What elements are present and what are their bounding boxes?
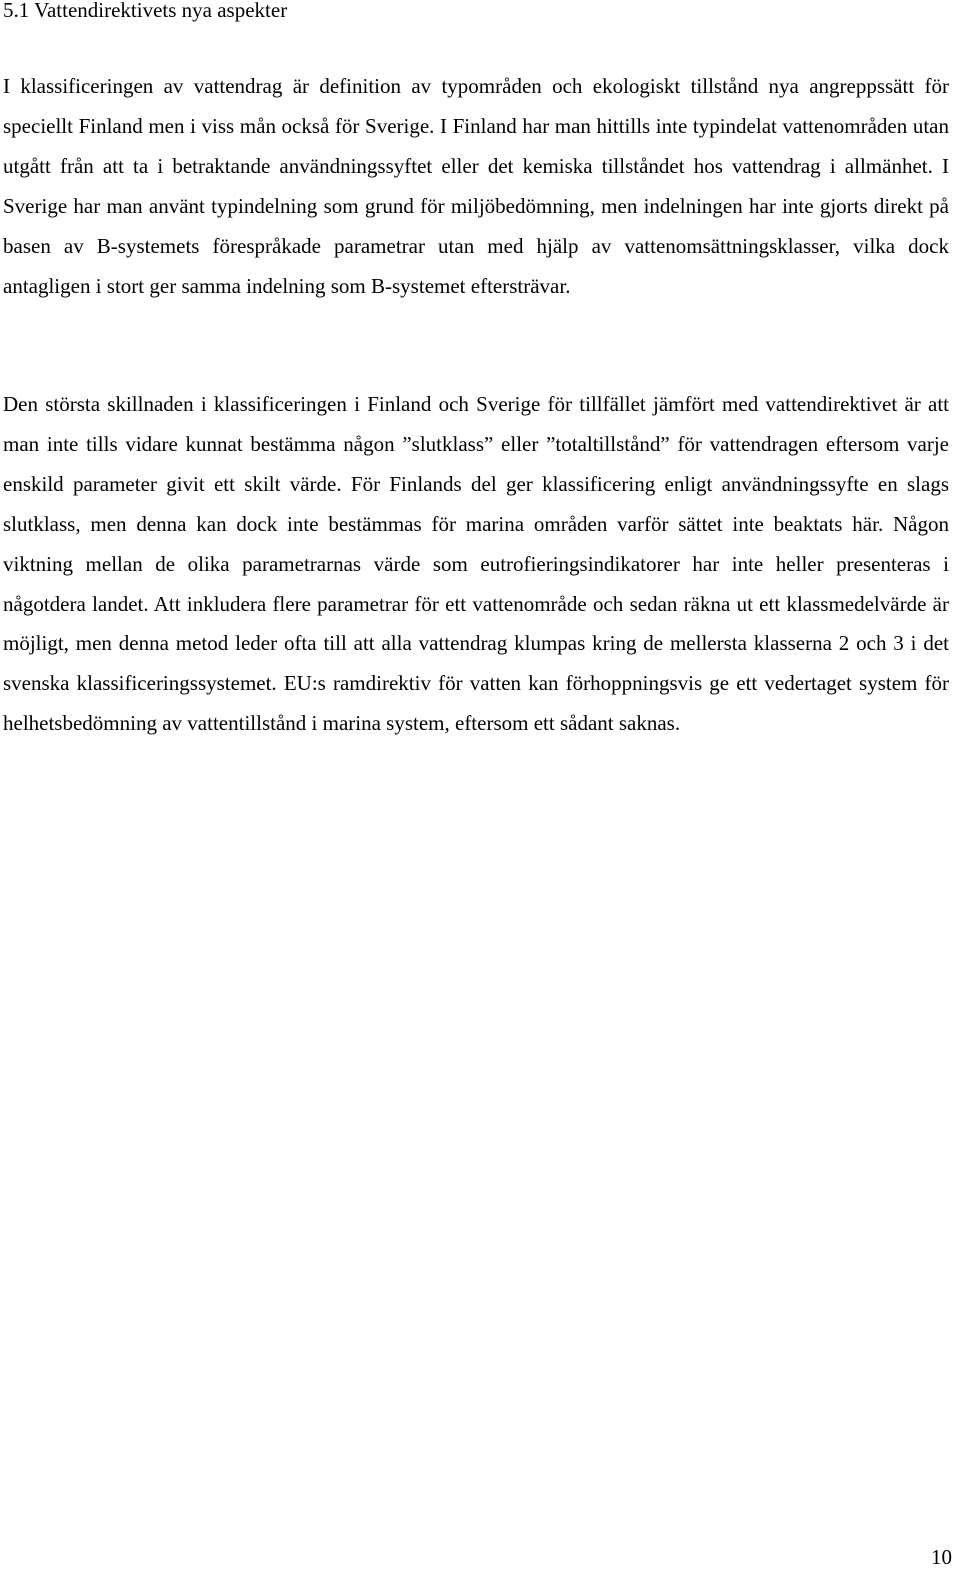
paragraph-typology: I klassificeringen av vattendrag är definition av typområden och ekologiskt tillstånd nya angreppssätt för speciellt Finland men i viss mån också för Sverige. I Finland har man hittills inte typindelat vattenområden utan utgått från att ta i betraktande användningssyftet eller det kemiska tillståndet hos vattendrag i allmänhet. I Sverige har man använt typindelning som grund för miljöbedömning, men indelningen har inte gjorts direkt på basen av B-systemets förespråkade parametrar utan med hjälp av vattenomsättningsklasser, vilka dock antagligen i stort ger samma indelning som B-systemet eftersträvar. [3, 74, 949, 298]
section-heading: 5.1 Vattendirektivets nya aspekter [3, 0, 288, 22]
page-number: 10 [931, 1545, 952, 1569]
paragraph-differences: Den största skillnaden i klassificeringen i Finland och Sverige för tillfället jämfört med vattendirektivet är att man inte tills vidare kunnat bestämma någon ”slutklass” eller ”totaltillstånd” för vattendragen eftersom varje enskild parameter givit ett skilt värde. För Finlands del ger klassificering enligt användningssyfte en slags slutklass, men denna kan dock inte bestämmas för marina områden varför sättet inte beaktats här. Någon viktning mellan de olika parametrarnas värde som eutrofieringsindikatorer har inte heller presenteras i någotdera landet. Att inkludera flere parametrar för ett vattenområde och sedan räkna ut ett klassmedelvärde är möjligt, men denna metod leder ofta till att alla vattendrag klumpas kring de mellersta klasserna 2 och 3 i det svenska klassificeringssystemet. EU:s ramdirektiv för vatten kan förhoppningsvis ge ett vedertaget system för helhetsbedömning av vattentillstånd i marina system, eftersom ett sådant saknas. [3, 392, 949, 736]
